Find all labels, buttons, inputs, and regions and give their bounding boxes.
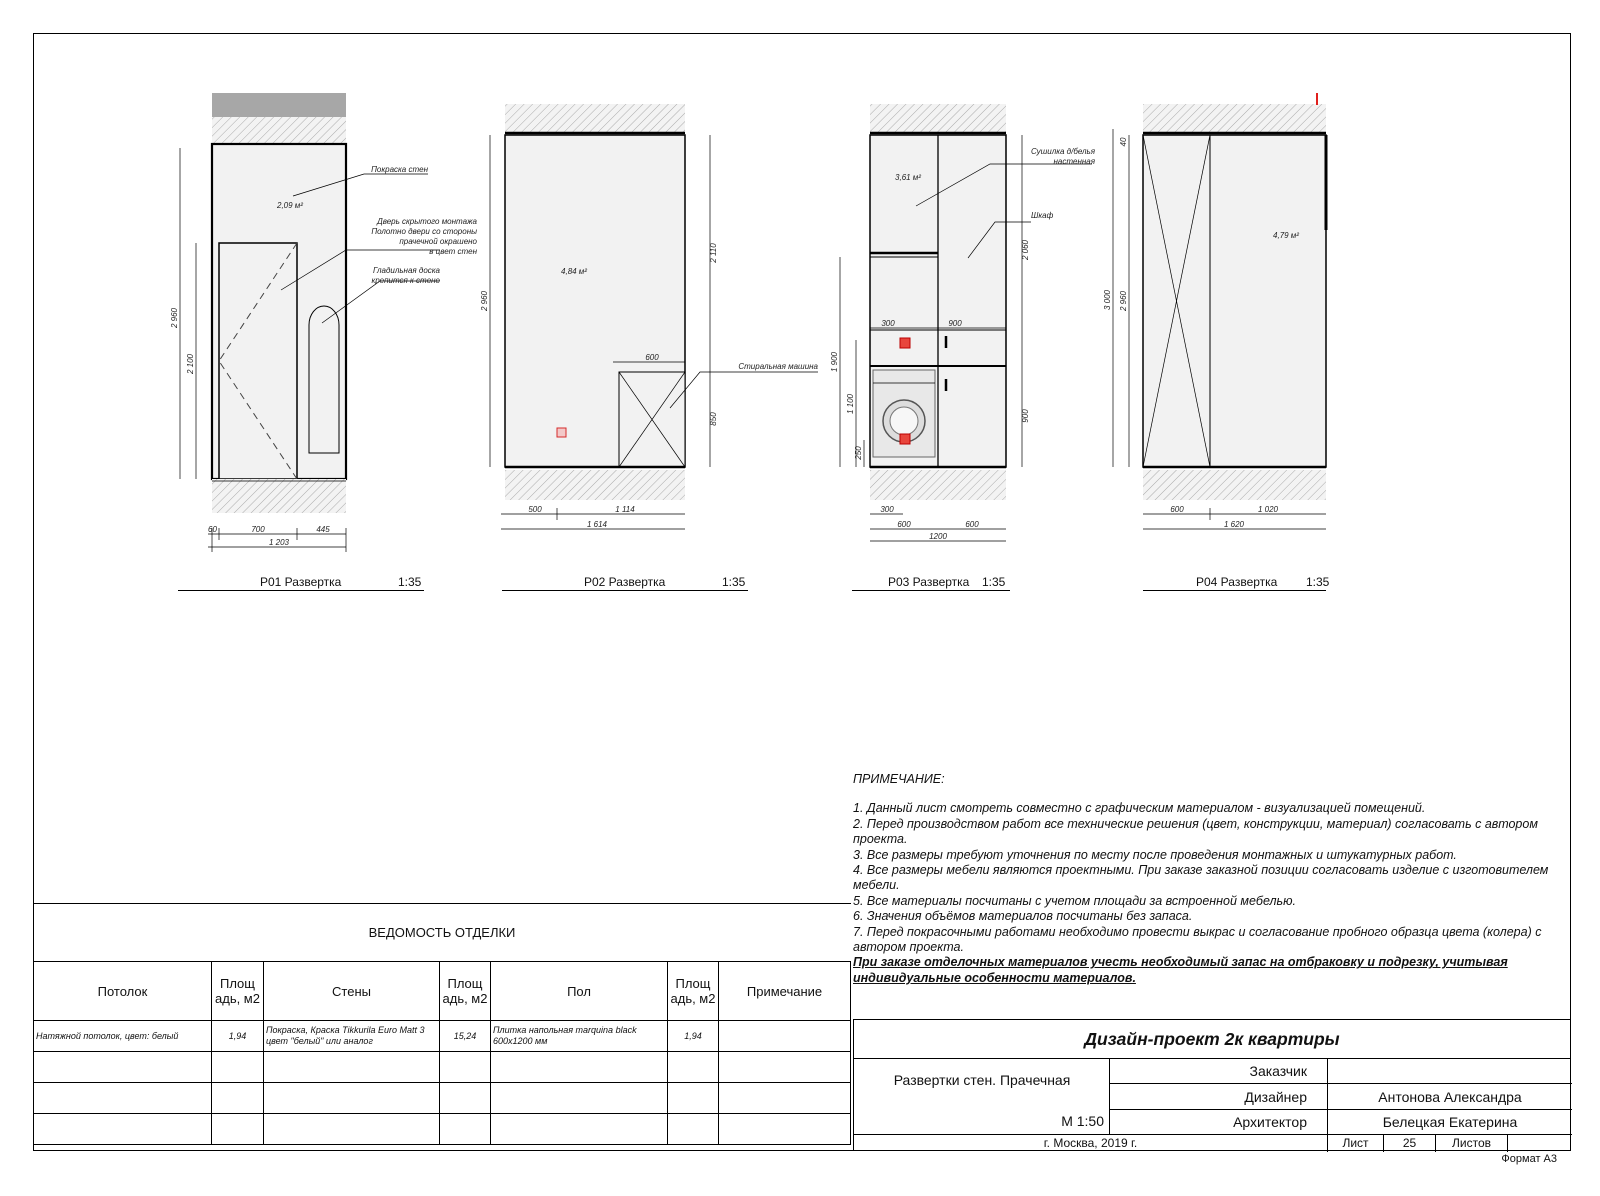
table-cell: 1,94 <box>668 1021 719 1052</box>
notes-heading: ПРИМЕЧАНИЕ: <box>853 772 945 786</box>
drawing-scale: М 1:50 <box>1061 1113 1104 1129</box>
view-scale-p03: 1:35 <box>982 575 1006 589</box>
sheet-name: Развертки стен. Прачечная <box>893 1072 1071 1088</box>
p03-dryer-note-2: настенная <box>1053 157 1095 166</box>
table-cell <box>264 1052 440 1083</box>
sheets-label: Листов <box>1436 1135 1508 1152</box>
p04-area-label: 4,79 м² <box>1273 231 1299 240</box>
table-row <box>34 1052 851 1083</box>
p04-dim-h-inner-label: 2 960 <box>1119 290 1128 312</box>
p01-dim-h-total-label: 2 960 <box>170 307 179 329</box>
p02-washer-label: Стиральная машина <box>738 362 818 371</box>
table-row <box>34 1114 851 1145</box>
note-item: 6. Значения объёмов материалов посчитаны без запаса. <box>853 909 1193 924</box>
table-cell <box>212 1114 264 1145</box>
table-cell <box>668 1083 719 1114</box>
p04-floor-hatch <box>1143 470 1326 500</box>
p03-dim-w-e-label: 600 <box>965 520 979 529</box>
view-scale-p01: 1:35 <box>398 575 422 589</box>
p01-ironing-board <box>309 306 339 453</box>
p01-board-note-1: Гладильная доска <box>373 266 440 275</box>
sheet-label: Лист <box>1328 1135 1384 1152</box>
p01-floor-hatch <box>212 479 346 513</box>
p03-area-label: 3,61 м² <box>895 173 921 182</box>
view-underline-p02 <box>502 590 748 591</box>
table-cell <box>212 1052 264 1083</box>
table-cell: Плитка напольная marquina black 600x1200 мм <box>491 1021 668 1052</box>
title-block <box>853 1019 1571 1151</box>
p02-ceiling-hatch <box>505 104 685 132</box>
p03-ceiling-hatch <box>870 104 1006 132</box>
p02-area-label: 4,84 м² <box>561 267 587 276</box>
view-title-p03: Р03 Развертка <box>888 575 970 589</box>
p04-dim-h-top-label: 40 <box>1119 137 1128 147</box>
p02-dim-w1-label: 500 <box>528 505 542 514</box>
table-row <box>34 1021 851 1052</box>
p03-socket-lower <box>900 434 910 444</box>
designer-name: Антонова Александра <box>1328 1084 1572 1110</box>
column-header: Потолок <box>34 962 212 1021</box>
p02-dim-w-total-label: 1 614 <box>586 520 608 529</box>
p01-ceiling-hatch <box>212 117 346 144</box>
table-cell: Покраска, Краска Tikkurila Euro Matt 3 цвет "белый" или аналог <box>264 1021 440 1052</box>
p02-dim-h-lower-label: 850 <box>709 412 718 426</box>
p02-washer-leader <box>670 372 818 408</box>
finish-table-title: ВЕДОМОСТЬ ОТДЕЛКИ <box>34 904 851 962</box>
p01-door-note-4: в цвет стен <box>429 247 477 256</box>
table-cell <box>719 1021 851 1052</box>
p01-dim-w-total-label: 1 203 <box>268 538 290 547</box>
p04-elevation <box>1113 104 1326 529</box>
table-cell <box>440 1114 491 1145</box>
p03-dim-w-c-label: 300 <box>880 505 894 514</box>
p04-dim-w2-label: 1 020 <box>1257 505 1279 514</box>
note-item: 3. Все размеры требуют уточнения по месту после проведения монтажных и штукатурных работ. <box>853 847 1457 862</box>
table-cell: 1,94 <box>212 1021 264 1052</box>
column-header: Площ адь, м2 <box>212 962 264 1021</box>
p03-dim-h-mid-label: 1 900 <box>830 351 839 373</box>
table-cell <box>491 1114 668 1145</box>
table-cell <box>719 1052 851 1083</box>
table-cell <box>491 1083 668 1114</box>
role-label-designer: Дизайнер <box>1110 1084 1328 1110</box>
view-title-p02: Р02 Развертка <box>584 575 666 589</box>
p01-door-note-3: прачечной окрашено <box>399 237 477 246</box>
p01-paint-label: Покраска стен <box>371 165 428 174</box>
p03-dryer-note-1: Сушилка д/белья <box>1030 147 1095 156</box>
column-header: Пол <box>491 962 668 1021</box>
p03-dim-h-upper-label: 2 060 <box>1021 239 1030 261</box>
project-title: Дизайн-проект 2к квартиры <box>854 1020 1570 1059</box>
p04-ceiling-hatch <box>1143 104 1326 132</box>
table-cell <box>440 1052 491 1083</box>
p01-door-note-2: Полотно двери со стороны <box>371 227 477 236</box>
p02-dim-h-total-label: 2 960 <box>480 290 489 312</box>
p02-dim-w2-label: 1 114 <box>615 505 635 514</box>
p03-dim-h-wash-label: 1 100 <box>846 393 855 415</box>
table-row <box>34 1083 851 1114</box>
column-header: Площ адь, м2 <box>440 962 491 1021</box>
p03-elevation <box>840 104 1092 541</box>
view-underline-p03 <box>852 590 1010 591</box>
table-cell <box>264 1083 440 1114</box>
column-header: Примечание <box>719 962 851 1021</box>
role-label-architect: Архитектор <box>1110 1110 1328 1135</box>
p03-floor-hatch <box>870 470 1006 500</box>
p02-floor-hatch <box>505 470 685 500</box>
column-header: Площ адь, м2 <box>668 962 719 1021</box>
role-label-customer: Заказчик <box>1110 1059 1328 1084</box>
city-year: г. Москва, 2019 г. <box>854 1135 1328 1152</box>
view-underline-p01 <box>178 590 424 591</box>
p02-dim-box-label: 600 <box>645 353 659 362</box>
p03-dim-w-a-label: 300 <box>881 319 895 328</box>
p02-dim-h-upper-label: 2 110 <box>709 243 718 263</box>
note-emphasis: При заказе отделочных материалов учесть необходимый запас на отбраковку и подрезку, учитывая индивидуальные особенности материалов. <box>853 955 1508 985</box>
table-cell <box>668 1114 719 1145</box>
note-item: 4. Все размеры мебели являются проектными. При заказе заказной позиции согласовать изделие с изготовителем мебели. <box>853 863 1549 893</box>
p03-socket-upper <box>900 338 910 348</box>
p04-dim-w-total-label: 1 620 <box>1223 520 1245 529</box>
table-cell <box>719 1114 851 1145</box>
p01-dim-w1-label: 60 <box>208 525 217 534</box>
table-cell <box>212 1083 264 1114</box>
table-cell <box>440 1083 491 1114</box>
note-item: 1. Данный лист смотреть совместно с графическим материалом - визуализацией помещений. <box>853 801 1426 816</box>
p04-dim-w1-label: 600 <box>1170 505 1184 514</box>
red-marker <box>1316 93 1318 105</box>
p03-dim-w-total-label: 1200 <box>929 532 947 541</box>
p01-dim-w2-label: 700 <box>251 525 265 534</box>
p01-elevation <box>180 93 440 552</box>
view-scale-p02: 1:35 <box>722 575 746 589</box>
note-item: 2. Перед производством работ все технические решения (цвет, конструкции, материал) согласовать с автором проекта. <box>853 816 1538 847</box>
p01-dim-h-door-label: 2 100 <box>186 353 195 375</box>
sheet-number: 25 <box>1384 1135 1436 1152</box>
p01-dim-w3-label: 445 <box>316 525 330 534</box>
table-cell: 15,24 <box>440 1021 491 1052</box>
view-underline-p04 <box>1143 590 1326 591</box>
view-title-p04: Р04 Развертка <box>1196 575 1278 589</box>
customer-name <box>1328 1059 1572 1084</box>
table-cell <box>264 1114 440 1145</box>
table-cell <box>34 1114 212 1145</box>
p03-cabinet-label: Шкаф <box>1031 211 1054 220</box>
architect-name: Белецкая Екатерина <box>1328 1110 1572 1135</box>
column-header: Стены <box>264 962 440 1021</box>
general-notes <box>853 772 1553 986</box>
table-cell <box>34 1083 212 1114</box>
p02-elevation <box>490 104 818 529</box>
view-scale-p04: 1:35 <box>1306 575 1330 589</box>
p01-ceiling-slab <box>212 93 346 117</box>
p03-dim-w-b-label: 900 <box>948 319 962 328</box>
p03-dim-h-lower-label: 900 <box>1021 409 1030 423</box>
finish-schedule-table <box>33 903 851 1145</box>
table-cell <box>34 1052 212 1083</box>
p04-wall <box>1143 135 1326 467</box>
view-title-p01: Р01 Развертка <box>260 575 342 589</box>
p03-dim-h-base-label: 250 <box>854 446 863 460</box>
p01-door <box>219 243 297 479</box>
p01-board-note-2: крепится к стене <box>371 276 440 285</box>
table-cell <box>491 1052 668 1083</box>
paper-format: Формат А3 <box>1501 1153 1557 1165</box>
sheets-total <box>1508 1135 1570 1152</box>
note-item: 5. Все материалы посчитаны с учетом площади за встроенной мебелью. <box>853 893 1296 908</box>
p03-dim-w-d-label: 600 <box>897 520 911 529</box>
table-cell <box>668 1052 719 1083</box>
table-cell: Натяжной потолок, цвет: белый <box>34 1021 212 1052</box>
p02-socket <box>557 428 566 437</box>
p04-dim-h-total-label: 3 000 <box>1103 289 1112 311</box>
p01-door-note-1: Дверь скрытого монтажа <box>377 217 477 226</box>
note-item: 7. Перед покрасочными работами необходимо провести выкрас и согласование пробного образца цвета (колера) с автором проекта. <box>853 924 1542 955</box>
table-cell <box>719 1083 851 1114</box>
p01-area-label: 2,09 м² <box>277 201 303 210</box>
